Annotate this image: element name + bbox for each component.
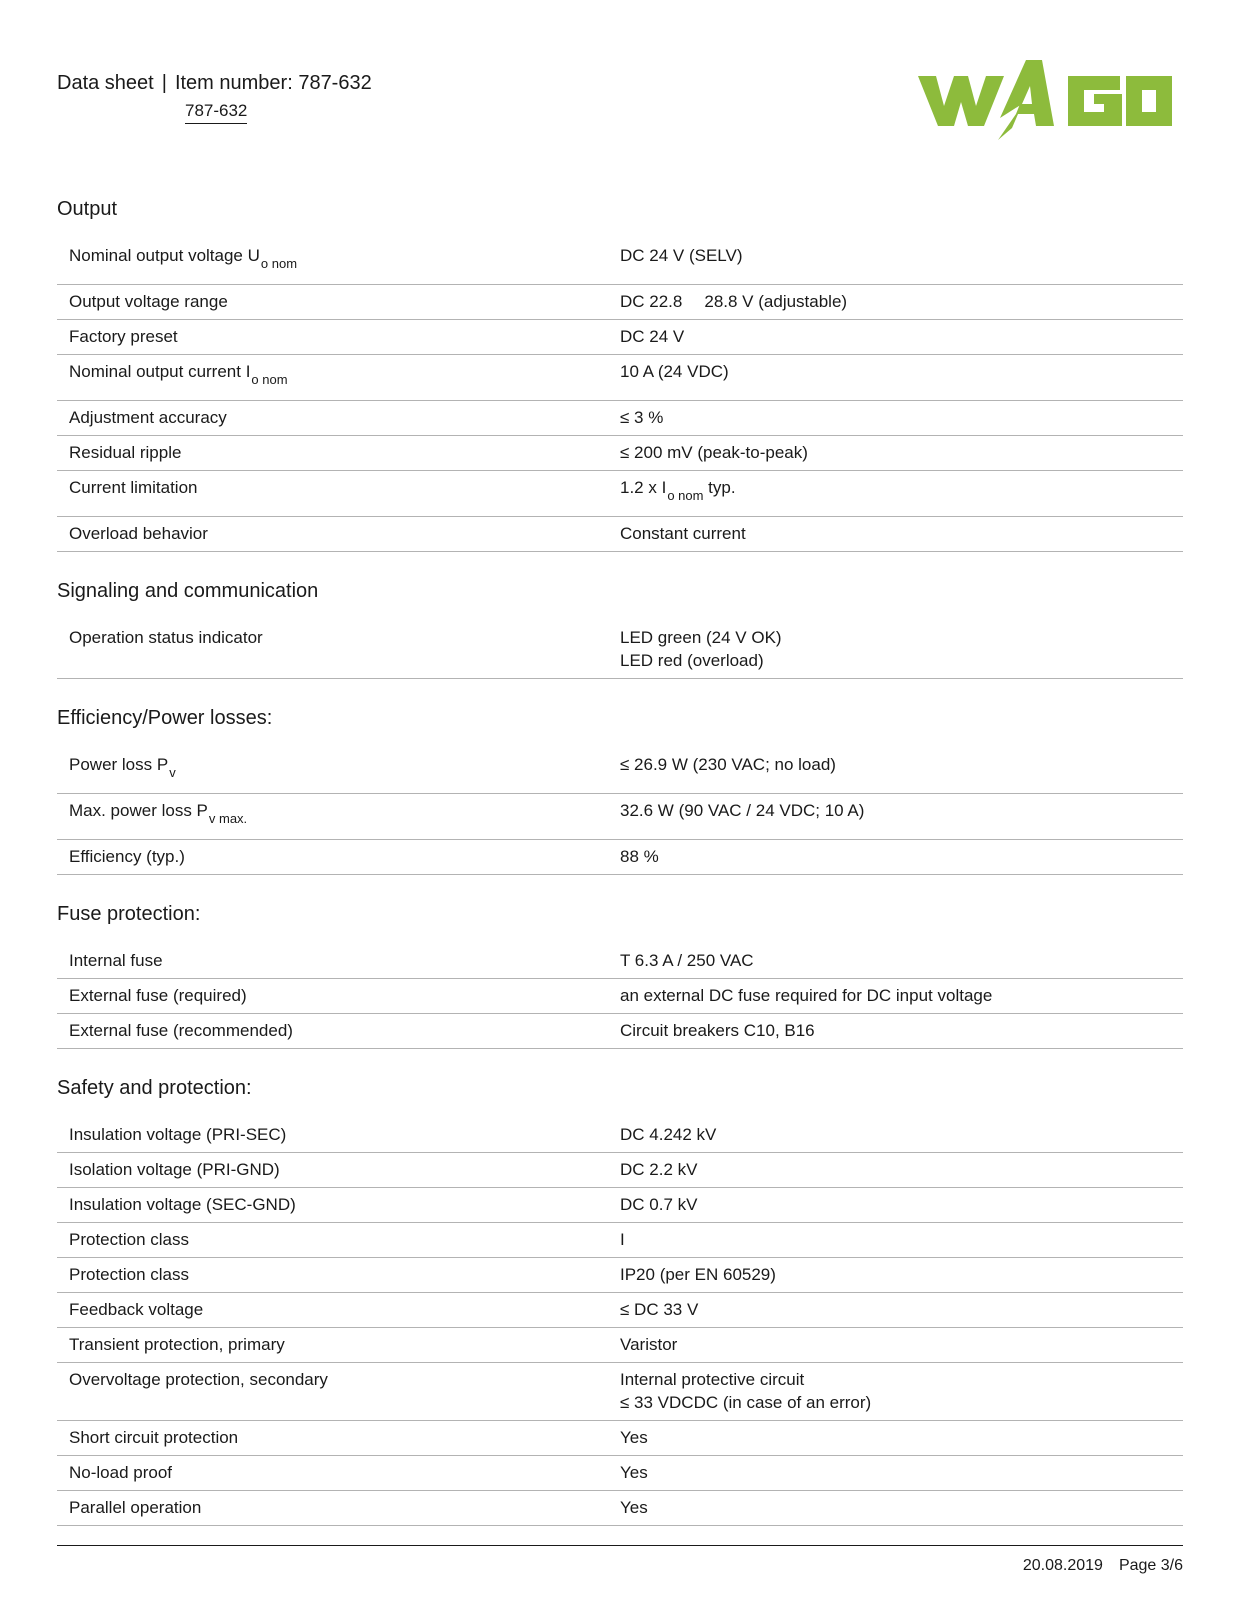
item-number-label: Item number: 787-632 <box>174 72 372 94</box>
row-label: Current limitation <box>69 478 198 497</box>
row-value: DC 22.8 28.8 V (adjustable) <box>620 292 848 311</box>
table-row <box>57 1153 1183 1188</box>
table-row <box>57 239 1183 285</box>
row-label: Power loss $P_v$ <box>69 755 176 780</box>
row-value: DC 0.7 kV <box>620 1195 698 1214</box>
row-value: an external DC fuse required for DC input voltage <box>620 986 993 1005</box>
table-row <box>57 401 1183 436</box>
row-value: 32.6 W (90 VAC / 24 VDC; 10 A) <box>620 801 865 820</box>
table-row <box>57 320 1183 355</box>
row-value: ≤ 200 mV (peak-to-peak) <box>620 443 808 462</box>
row-label: Overload behavior <box>69 524 208 543</box>
table-row <box>57 1328 1183 1363</box>
table-row <box>57 1421 1183 1456</box>
table-row <box>57 794 1183 840</box>
table-row <box>57 355 1183 401</box>
table-row <box>57 517 1183 552</box>
table-row <box>57 1223 1183 1258</box>
table-row <box>57 285 1183 320</box>
wago-logo <box>918 56 1173 146</box>
row-label: Feedback voltage <box>69 1300 204 1319</box>
row-label: Internal fuse <box>69 951 163 970</box>
table-row <box>57 1491 1183 1526</box>
row-value: 1.2 x $I_{o nom}$ typ. <box>620 478 736 503</box>
table-row <box>57 1188 1183 1223</box>
row-label: Transient protection, primary <box>69 1335 285 1354</box>
table-row <box>57 1456 1183 1491</box>
row-value: 88 % <box>620 847 659 866</box>
row-value: LED green (24 V OK) LED red (overload) <box>620 628 782 670</box>
row-value: ≤ 3 % <box>620 408 664 427</box>
row-label: Residual ripple <box>69 443 182 462</box>
row-label: Insulation voltage (SEC-GND) <box>69 1195 296 1214</box>
table-row <box>57 748 1183 794</box>
row-value: I <box>620 1230 625 1249</box>
row-label: Factory preset <box>69 327 178 346</box>
row-value: 10 A (24 VDC) <box>620 362 729 381</box>
row-label: Efficiency (typ.) <box>69 847 185 866</box>
document-title <box>57 72 372 95</box>
table-row <box>57 1363 1183 1421</box>
table-row <box>57 944 1183 979</box>
row-value: DC 24 V (SELV) <box>620 246 743 265</box>
row-label: Max. power loss $P_{v max.}$ <box>69 801 248 826</box>
section-efficiency <box>57 707 1183 875</box>
page-footer <box>1023 1557 1183 1575</box>
row-value: Varistor <box>620 1335 678 1354</box>
table-row <box>57 1258 1183 1293</box>
row-value: Constant current <box>620 524 746 543</box>
row-value: ≤ DC 33 V <box>620 1300 699 1319</box>
section-title: Signaling and communication <box>57 580 319 602</box>
table-row <box>57 621 1183 679</box>
row-value: Yes <box>620 1498 648 1517</box>
row-value: Yes <box>620 1463 648 1482</box>
row-value: ≤ 26.9 W (230 VAC; no load) <box>620 755 836 774</box>
row-label: External fuse (recommended) <box>69 1021 293 1040</box>
row-label: Parallel operation <box>69 1498 202 1517</box>
row-label: External fuse (required) <box>69 986 247 1005</box>
page-number: Page 3/6 <box>1118 1557 1183 1574</box>
row-label: Nominal output voltage $U_{o nom}$ <box>69 246 298 271</box>
row-label: Overvoltage protection, secondary <box>69 1370 328 1389</box>
table-row <box>57 436 1183 471</box>
row-value: DC 2.2 kV <box>620 1160 698 1179</box>
table-row <box>57 471 1183 517</box>
row-value: Internal protective circuit ≤ 33 VDCDC (in case of an error) <box>620 1370 872 1412</box>
section-output <box>57 198 1183 552</box>
footer-date: 20.08.2019 <box>1022 1557 1103 1574</box>
footer-divider <box>57 1545 1183 1546</box>
row-label: Output voltage range <box>69 292 228 311</box>
row-value: Circuit breakers C10, B16 <box>620 1021 815 1040</box>
section-title: Fuse protection: <box>57 903 201 925</box>
section-title: Output <box>57 198 118 220</box>
row-label: No-load proof <box>69 1463 173 1482</box>
row-label: Protection class <box>69 1230 189 1249</box>
row-label: Adjustment accuracy <box>69 408 227 427</box>
row-value: IP20 (per EN 60529) <box>620 1265 776 1284</box>
row-value: T 6.3 A / 250 VAC <box>620 951 754 970</box>
row-value: DC 4.242 kV <box>620 1125 717 1144</box>
row-value: Yes <box>620 1428 648 1447</box>
table-row <box>57 1118 1183 1153</box>
doc-type: Data sheet <box>57 72 154 94</box>
row-label: Protection class <box>69 1265 189 1284</box>
section-title: Safety and protection: <box>57 1077 252 1099</box>
row-label: Insulation voltage (PRI-SEC) <box>69 1125 287 1144</box>
table-row <box>57 1014 1183 1049</box>
item-number-link[interactable]: 787-632 <box>185 101 247 124</box>
table-row <box>57 1293 1183 1328</box>
section-signaling <box>57 580 1183 679</box>
title-separator: | <box>161 72 167 94</box>
row-value: DC 24 V <box>620 327 685 346</box>
section-fuse <box>57 903 1183 1049</box>
table-row <box>57 840 1183 875</box>
section-safety <box>57 1077 1183 1526</box>
row-label: Operation status indicator <box>69 628 263 647</box>
row-label: Short circuit protection <box>69 1428 239 1447</box>
section-title: Efficiency/Power losses: <box>57 707 273 729</box>
row-label: Isolation voltage (PRI-GND) <box>69 1160 280 1179</box>
row-label: Nominal output current $I_{o nom}$ <box>69 362 288 387</box>
table-row <box>57 979 1183 1014</box>
